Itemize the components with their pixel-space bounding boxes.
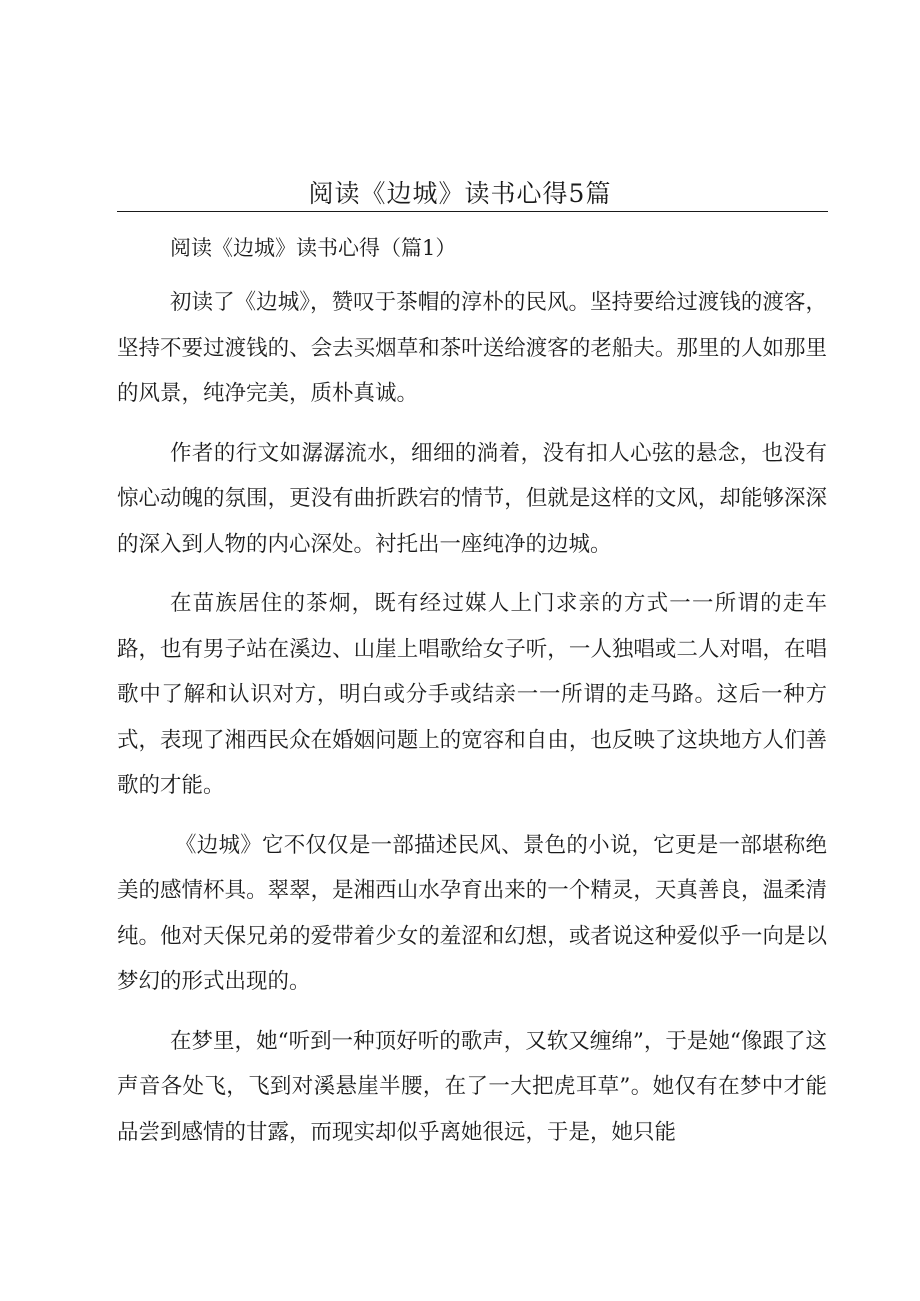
paragraph-3: 在苗族居住的茶炯，既有经过媒人上门求亲的方式一一所谓的走车路，也有男子站在溪边、山崖上唱歌给女子听，一人独唱或二人对唱，在唱歌中了解和认识对方，明白或分手或结亲一一所谓的走马路。这后一种方式，表现了湘西民众在婚姻问题上的宽容和自由，也反映了这块地方人们善歌的才能。 <box>117 591 827 798</box>
paragraph-5: 在梦里，她“听到一种顶好听的歌声，又软又缠绵”，于是她“像跟了这声音各处飞，飞到对溪悬崖半腰，在了一大把虎耳草”。她仅有在梦中才能品尝到感情的甘露，而现实却似乎离她很远，于是，她只能 <box>117 1028 827 1145</box>
section-heading: 阅读《边城》读书心得（篇1） <box>170 236 457 260</box>
body-text <box>117 280 827 1169</box>
paragraph-1: 初读了《边城》，赞叹于茶帽的淳朴的民风。坚持要给过渡钱的渡客，坚持不要过渡钱的、会去买烟草和茶叶送给渡客的老船夫。那里的人如那里的风景，纯净完美，质朴真诚。 <box>117 290 827 406</box>
document-title: 阅读《边城》读书心得5篇 <box>308 179 612 208</box>
title-underline <box>117 211 828 212</box>
paragraph-4: 《边城》它不仅仅是一部描述民风、景色的小说，它更是一部堪称绝美的感情杯具。翠翠，是湘西山水孕育出来的一个精灵，天真善良，温柔清纯。他对天保兄弟的爱带着少女的羞涩和幻想，或者说这种爱似乎一向是以梦幻的形式出现的。 <box>117 832 827 994</box>
paragraph-2: 作者的行文如潺潺流水，细细的淌着，没有扣人心弦的悬念，也没有惊心动魄的氛围，更没有曲折跌宕的情节，但就是这样的文风，却能够深深的深入到人物的内心深处。衬托出一座纯净的边城。 <box>117 440 827 557</box>
